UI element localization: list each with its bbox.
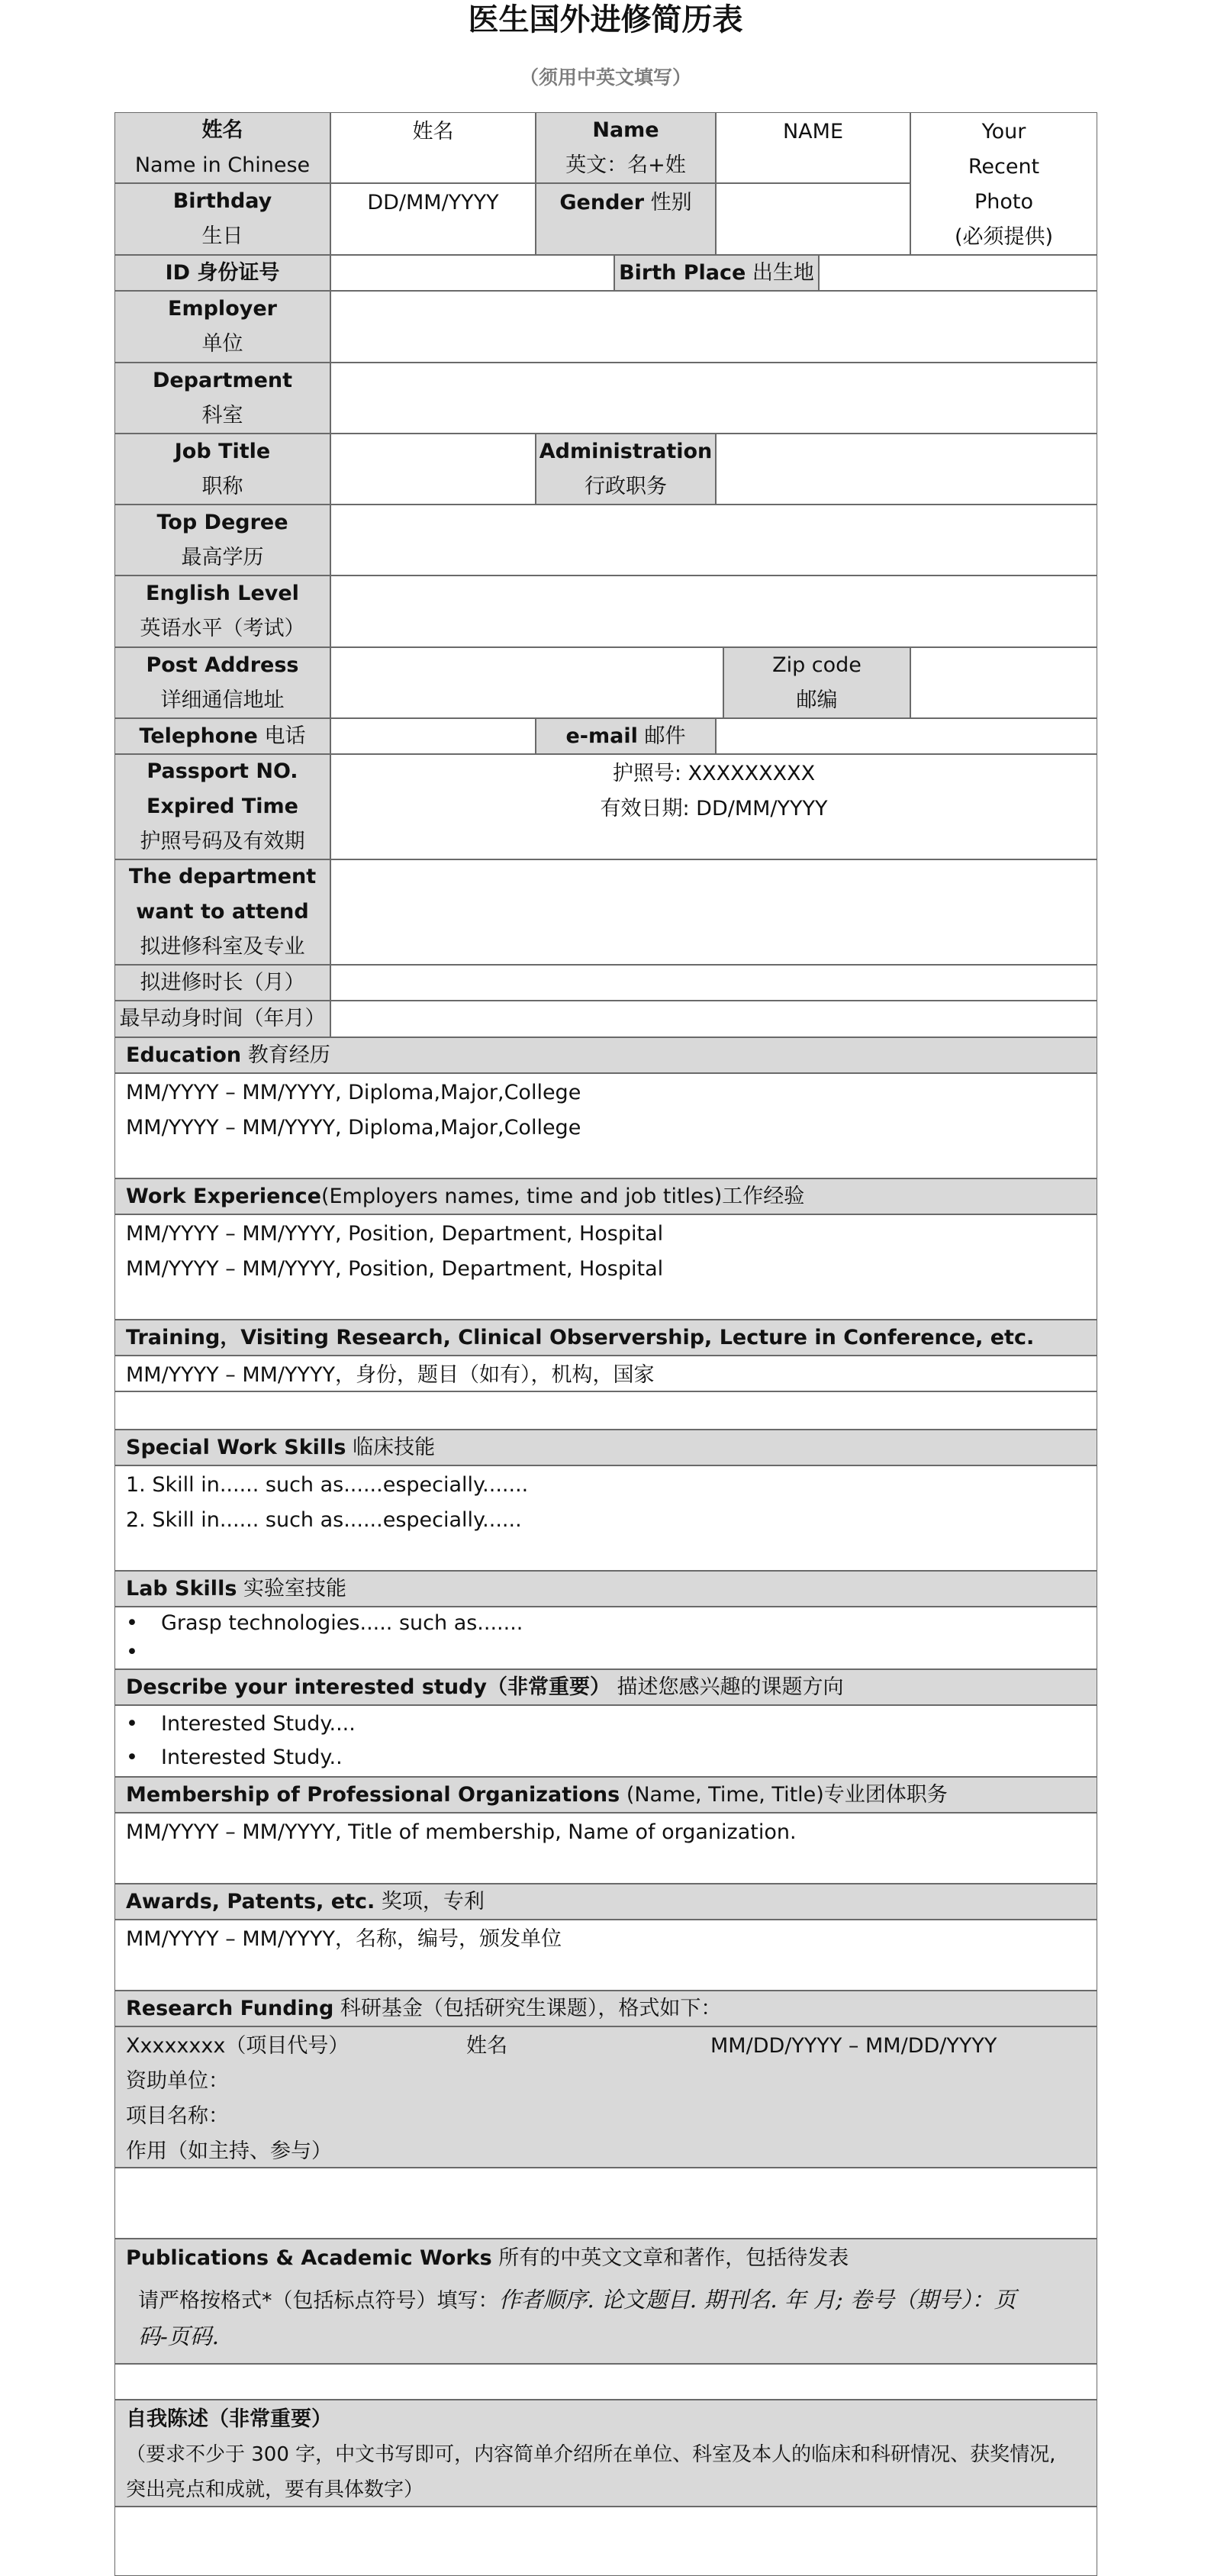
list-item: MM/YYYY – MM/YYYY，身份，题目（如有），机构，国家: [126, 1363, 655, 1387]
membership-content[interactable]: [114, 1813, 1097, 1884]
gender-field[interactable]: [716, 183, 910, 255]
special-skills-content[interactable]: [114, 1465, 1097, 1571]
duration-label: 拟进修时长（月）: [114, 965, 330, 1001]
list-item: • Grasp technologies..... such as.......: [126, 1609, 1097, 1638]
administration-field[interactable]: [716, 434, 1097, 505]
english-field[interactable]: [330, 575, 1097, 647]
list-item: • Interested Study..: [126, 1741, 1097, 1775]
passport-label: Passport NO. Expired Time 护照号码及有效期: [114, 754, 330, 859]
work-content[interactable]: [114, 1214, 1097, 1320]
employer-label: Employer 单位: [114, 291, 330, 363]
job-title-field[interactable]: [330, 434, 536, 505]
list-item: MM/YYYY – MM/YYYY, Position, Department, Hospital: [126, 1257, 664, 1281]
funding-header: Research Funding 科研基金（包括研究生课题），格式如下：: [114, 1991, 1097, 2026]
name-en-field[interactable]: NAME: [716, 112, 910, 183]
page-title: 医生国外进修简历表: [468, 2, 743, 37]
photo-box[interactable]: Your Recent Photo (必须提供): [910, 112, 1097, 255]
email-field[interactable]: [716, 718, 1097, 754]
birthday-field[interactable]: DD/MM/YYYY: [330, 183, 536, 255]
name-cn-field[interactable]: 姓名: [330, 112, 536, 183]
gender-label: Gender 性别: [536, 183, 716, 255]
english-label: English Level 英语水平（考试）: [114, 575, 330, 647]
membership-header: Membership of Professional Organizations (Name, Time, Title)专业团体职务: [114, 1777, 1097, 1813]
list-item: [126, 1638, 1097, 1667]
birthplace-field[interactable]: [819, 255, 1097, 291]
target-dept-label: The department want to attend 拟进修科室及专业: [114, 859, 330, 965]
training-header: Training，Visiting Research, Clinical Observership, Lecture in Conference, etc.: [114, 1320, 1097, 1356]
education-header: Education 教育经历: [114, 1037, 1097, 1073]
interest-content[interactable]: [114, 1705, 1097, 1777]
zip-label: Zip code 邮编: [723, 647, 910, 718]
funding-content[interactable]: Xxxxxxxx（项目代号） 姓名 MM/DD/YYYY – MM/DD/YYYY 资助单位： 项目名称： 作用（如主持、参与）: [114, 2026, 1097, 2168]
publications-header: Publications & Academic Works 所有的中英文文章和著作，包括待发表 请严格按格式*（包括标点符号）填写：作者顺序. 论文题目. 期刊名. 年 月; 卷号（期号）：页 码-页码.: [114, 2239, 1097, 2364]
job-title-label: Job Title 职称: [114, 434, 330, 505]
address-label: Post Address 详细通信地址: [114, 647, 330, 718]
funding-code: Xxxxxxxx（项目代号）: [126, 2034, 349, 2058]
training-content[interactable]: [114, 1356, 1097, 1391]
list-item: MM/YYYY – MM/YYYY, Diploma,Major,College: [126, 1081, 581, 1104]
work-header: Work Experience(Employers names, time and job titles)工作经验: [114, 1178, 1097, 1214]
page-subtitle: （须用中英文填写）: [519, 66, 691, 89]
funding-blank-row[interactable]: [114, 2168, 1097, 2239]
list-item: MM/YYYY – MM/YYYY, Diploma,Major,College: [126, 1116, 581, 1140]
address-field[interactable]: [330, 647, 723, 718]
lab-skills-content[interactable]: [114, 1607, 1097, 1669]
zip-field[interactable]: [910, 647, 1097, 718]
list-item: 2. Skill in...... such as......especially......: [126, 1508, 522, 1532]
target-dept-field[interactable]: [330, 859, 1097, 965]
departure-label: 最早动身时间（年月）: [114, 1001, 330, 1037]
name-en-label: Name 英文：名+姓: [536, 112, 716, 183]
funding-dates: MM/DD/YYYY – MM/DD/YYYY: [710, 2034, 997, 2058]
id-field[interactable]: [330, 255, 614, 291]
lab-skills-header: Lab Skills 实验室技能: [114, 1571, 1097, 1607]
degree-field[interactable]: [330, 505, 1097, 575]
self-statement-field[interactable]: [114, 2507, 1097, 2576]
list-item: 1. Skill in...... such as......especially.......: [126, 1473, 529, 1497]
department-field[interactable]: [330, 363, 1097, 434]
id-label: ID 身份证号: [114, 255, 330, 291]
email-label: e-mail 邮件: [536, 718, 716, 754]
birthday-label: Birthday 生日: [114, 183, 330, 255]
telephone-field[interactable]: [330, 718, 536, 754]
publications-field[interactable]: [114, 2364, 1097, 2400]
training-blank-row[interactable]: [114, 1391, 1097, 1430]
name-cn-label: 姓名 Name in Chinese: [114, 112, 330, 183]
special-skills-header: Special Work Skills 临床技能: [114, 1430, 1097, 1465]
birthplace-label: Birth Place 出生地: [614, 255, 819, 291]
employer-field[interactable]: [330, 291, 1097, 363]
list-item: MM/YYYY – MM/YYYY，名称，编号，颁发单位: [126, 1927, 562, 1951]
interest-header: Describe your interested study（非常重要） 描述您感兴趣的课题方向: [114, 1669, 1097, 1705]
passport-field[interactable]: 护照号: XXXXXXXXX 有效日期: DD/MM/YYYY: [330, 754, 1097, 859]
funding-name: 姓名: [466, 2034, 507, 2058]
departure-field[interactable]: [330, 1001, 1097, 1037]
list-item: MM/YYYY – MM/YYYY, Position, Department, Hospital: [126, 1222, 664, 1246]
duration-field[interactable]: [330, 965, 1097, 1001]
list-item: MM/YYYY – MM/YYYY, Title of membership, Name of organization.: [126, 1820, 797, 1844]
administration-label: Administration 行政职务: [536, 434, 716, 505]
department-label: Department 科室: [114, 363, 330, 434]
awards-content[interactable]: [114, 1920, 1097, 1991]
list-item: • Interested Study....: [126, 1707, 1097, 1741]
degree-label: Top Degree 最高学历: [114, 505, 330, 575]
telephone-label: Telephone 电话: [114, 718, 330, 754]
awards-header: Awards, Patents, etc. 奖项，专利: [114, 1884, 1097, 1920]
self-statement-header: 自我陈述（非常重要） （要求不少于 300 字，中文书写即可，内容简单介绍所在单位、科室及本人的临床和科研情况、获奖情况, 突出亮点和成就，要有具体数字）: [114, 2400, 1097, 2507]
education-content[interactable]: [114, 1073, 1097, 1178]
